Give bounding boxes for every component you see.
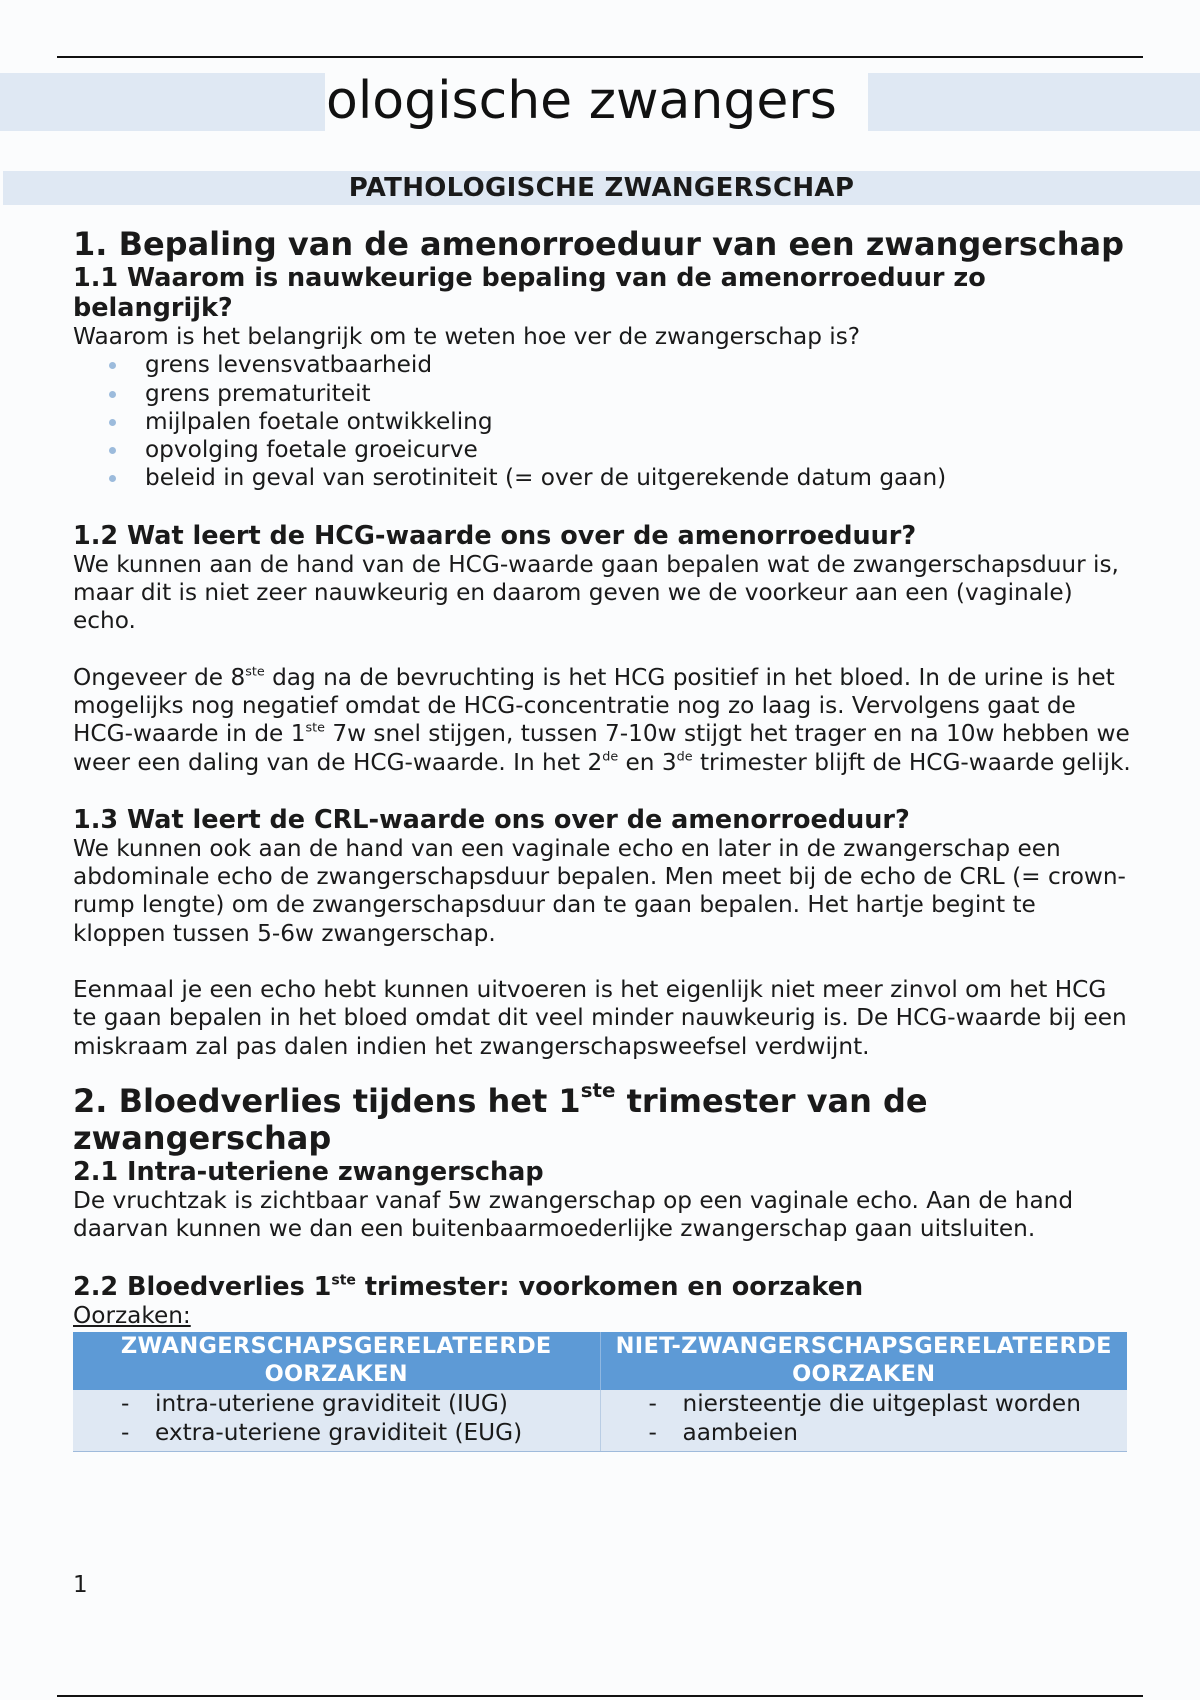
- non-pregnancy-related-cell: [600, 1390, 1127, 1451]
- section-2-1-paragraph: De vruchtzak is zichtbaar vanaf 5w zwangerschap op een vaginale echo. Aan de hand daarvan kunnen we dan een buitenbaarmoederlijke zwangerschap gaan uitsluiten.: [73, 1186, 1074, 1243]
- table-header-row: [73, 1332, 1127, 1391]
- causes-table: [73, 1332, 1127, 1452]
- title-highlight-right: [868, 73, 1200, 131]
- col-non-pregnancy-related-header: NIET-ZWANGERSCHAPSGERELATEERDE OORZAKEN: [600, 1332, 1127, 1391]
- document-body: [73, 226, 1133, 1452]
- section-1-1-heading: 1.1 Waarom is nauwkeurige bepaling van de amenorroeduur zo belangrijk?: [73, 263, 986, 323]
- list-item: opvolging foetale groeicurve: [145, 436, 1133, 464]
- section-2-heading: 2. Bloedverlies tijdens het 1ste trimester van de zwangerschap: [73, 1079, 928, 1157]
- title-highlight-left: [0, 73, 325, 131]
- section-1-3-paragraph-1: We kunnen ook aan de hand van een vaginale echo en later in de zwangerschap een abdominale echo de zwangerschapsduur bepalen. Men meet bij de echo de CRL (= crown-rump lengte) om de zwangerschapsduur dan te gaan bepalen. Het hartje begint te kloppen tussen 5-6w zwangerschap.: [73, 834, 1126, 947]
- col-pregnancy-related-header: ZWANGERSCHAPSGERELATEERDE OORZAKEN: [73, 1332, 600, 1391]
- bottom-rule: [57, 1695, 1143, 1697]
- table-row: [73, 1390, 1127, 1451]
- bullet-icon: [109, 391, 116, 398]
- list-item: grens prematuriteit: [145, 380, 1133, 408]
- document-title: ologische zwangers: [326, 71, 837, 131]
- section-2-1-heading: 2.1 Intra-uteriene zwangerschap: [73, 1156, 544, 1187]
- list-item: - niersteentje die uitgeplast worden: [683, 1390, 1120, 1418]
- section-1-2-paragraph-1: We kunnen aan de hand van de HCG-waarde gaan bepalen wat de zwangerschapsduur is, maar dit is niet zeer nauwkeurig en daarom geven we de voorkeur aan een (vaginale) echo.: [73, 550, 1119, 635]
- bullet-icon: [109, 362, 116, 369]
- running-header: PATHOLOGISCHE ZWANGERSCHAP: [3, 171, 1200, 205]
- list-item: grens levensvatbaarheid: [145, 351, 1133, 379]
- importance-list: [73, 351, 1133, 492]
- section-2-2-heading: 2.2 Bloedverlies 1ste trimester: voorkomen en oorzaken: [73, 1271, 864, 1302]
- section-1-heading: 1. Bepaling van de amenorroeduur van een zwangerschap: [73, 225, 1125, 263]
- bullet-icon: [109, 475, 116, 482]
- section-1-3-heading: 1.3 Wat leert de CRL-waarde ons over de amenorroeduur?: [73, 804, 910, 835]
- section-1-2-heading: 1.2 Wat leert de HCG-waarde ons over de amenorroeduur?: [73, 520, 917, 551]
- bullet-icon: [109, 447, 116, 454]
- list-item: - extra-uteriene graviditeit (EUG): [155, 1419, 592, 1447]
- bullet-icon: [109, 419, 116, 426]
- list-item: mijlpalen foetale ontwikkeling: [145, 408, 1133, 436]
- section-1-1-intro: Waarom is het belangrijk om te weten hoe ver de zwangerschap is?: [73, 323, 861, 350]
- list-item: - intra-uteriene graviditeit (IUG): [155, 1390, 592, 1418]
- page-number: 1: [73, 1572, 88, 1598]
- top-rule: [57, 56, 1143, 58]
- section-1-2-paragraph-2: Ongeveer de 8ste dag na de bevruchting is het HCG positief in het bloed. In de urine is het mogelijks nog negatief omdat de HCG-concentratie nog zo laag is. Vervolgens gaat de HCG-waarde in de 1ste 7w snel stijgen, tussen 7-10w stijgt het trager en na 10w hebben we weer een daling van de HCG-waarde. In het 2de en 3de trimester blijft de HCG-waarde gelijk.: [73, 663, 1131, 776]
- causes-label: Oorzaken:: [73, 1301, 191, 1329]
- section-1-3-paragraph-2: Eenmaal je een echo hebt kunnen uitvoeren is het eigenlijk niet meer zinvol om het HCG te gaan bepalen in het bloed omdat dit veel minder nauwkeurig is. De HCG-waarde bij een miskraam zal pas dalen indien het zwangerschapsweefsel verdwijnt.: [73, 976, 1127, 1060]
- list-item: - aambeien: [683, 1419, 1120, 1447]
- list-item: beleid in geval van serotiniteit (= over de uitgerekende datum gaan): [145, 464, 1133, 492]
- pregnancy-related-cell: [73, 1390, 600, 1451]
